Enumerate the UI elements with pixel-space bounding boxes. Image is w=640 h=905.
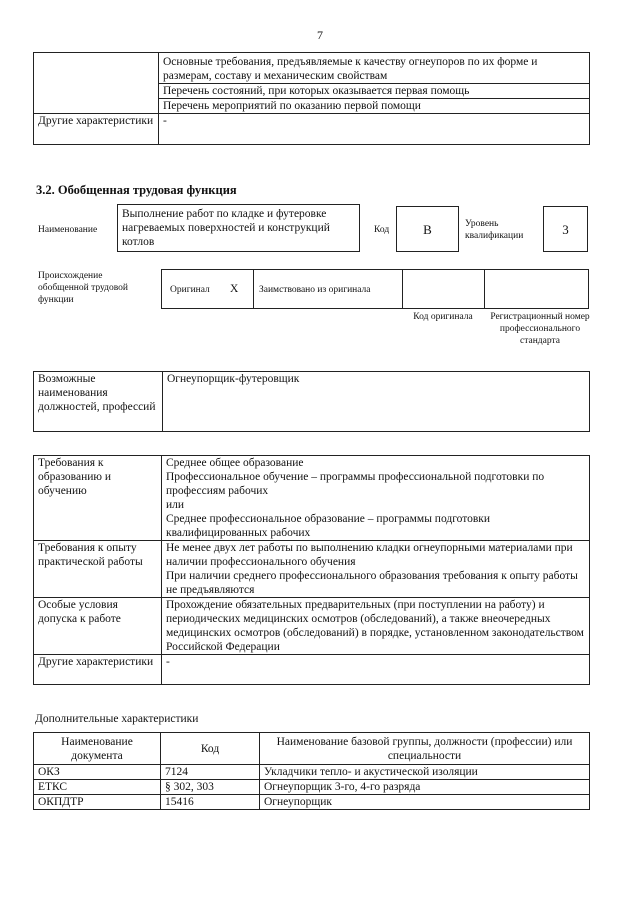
- positions-label: Возможные наименования должностей, профессий: [34, 372, 163, 432]
- page-number: 7: [317, 28, 323, 42]
- top-table-cell: Основные требования, предъявляемые к качеству огнеупоров по их форме и размерам, составу и механическим свойствам: [159, 53, 590, 84]
- borrowed-label: Заимствовано из оригинала: [259, 285, 371, 295]
- requirements-table: [33, 455, 590, 685]
- origin-label: Происхождение обобщенной трудовой функции: [38, 271, 128, 305]
- top-table-empty-cell: [34, 53, 159, 114]
- additional-header: Наименование базовой группы, должности (профессии) или специальности: [260, 733, 590, 765]
- req-line: При наличии среднего профессионального образования требования к опыту работы не предъявляются: [166, 570, 578, 596]
- additional-cell: ОКПДТР: [34, 795, 161, 810]
- req-value: [162, 598, 590, 655]
- additional-cell: 7124: [161, 765, 260, 780]
- origin-divider: [484, 269, 485, 309]
- top-table-cell: Перечень мероприятий по оказанию первой помощи: [159, 99, 590, 114]
- additional-cell: ЕТКС: [34, 780, 161, 795]
- top-table-label: Другие характеристики: [34, 114, 159, 145]
- name-value: Выполнение работ по кладке и футеровке нагреваемых поверхностей и конструкций котлов: [117, 204, 360, 252]
- positions-table: [33, 371, 590, 432]
- additional-cell: Укладчики тепло- и акустической изоляции: [260, 765, 590, 780]
- additional-cell: ОКЗ: [34, 765, 161, 780]
- req-line: Профессиональное обучение – программы профессиональной подготовки по профессиям рабочих: [166, 471, 545, 497]
- req-label: Требования к опыту практической работы: [34, 541, 162, 598]
- req-value: [162, 541, 590, 598]
- req-line: Среднее общее образование: [166, 457, 304, 469]
- req-line: Прохождение обязательных предварительных (при поступлении на работу) и периодических медицинских осмотров (обследований), а также внеочередных медицинских осмотров (обследований) в порядке, установленном законодательством Российской Федерации: [166, 599, 584, 653]
- req-value: [162, 456, 590, 541]
- section-title: 3.2. Обобщенная трудовая функция: [36, 183, 237, 197]
- additional-header: Наименование документа: [34, 733, 161, 765]
- origin-divider: [402, 269, 403, 309]
- reg-number-label: Регистрационный номер профессионального стандарта: [490, 312, 590, 346]
- additional-header: Код: [161, 733, 260, 765]
- additional-cell: Огнеупорщик 3-го, 4-го разряда: [260, 780, 590, 795]
- req-line: -: [166, 656, 170, 668]
- req-line: Не менее двух лет работы по выполнению кладки огнеупорными материалами при наличии профессионального обучения: [166, 542, 573, 568]
- req-line: или: [166, 499, 185, 511]
- additional-cell: § 302, 303: [161, 780, 260, 795]
- original-mark: X: [230, 283, 239, 295]
- code-value: B: [396, 206, 459, 252]
- req-value: [162, 655, 590, 685]
- origin-divider: [253, 269, 254, 309]
- origin-box: [161, 269, 589, 309]
- req-label: Требования к образованию и обучению: [34, 456, 162, 541]
- code-original-label: Код оригинала: [413, 312, 473, 322]
- top-table-value: -: [159, 114, 590, 145]
- code-label: Код: [374, 225, 390, 235]
- positions-value: Огнеупорщик-футеровщик: [163, 372, 590, 432]
- top-table: [33, 52, 590, 145]
- level-label: Уровень квалификации: [465, 219, 524, 241]
- top-table-cell: Перечень состояний, при которых оказывается первая помощь: [159, 84, 590, 99]
- additional-cell: 15416: [161, 795, 260, 810]
- name-label: Наименование: [38, 225, 98, 235]
- req-label: Другие характеристики: [34, 655, 162, 685]
- original-label: Оригинал: [170, 285, 210, 295]
- level-value: 3: [543, 206, 588, 252]
- additional-cell: Огнеупорщик: [260, 795, 590, 810]
- additional-table: [33, 732, 590, 810]
- req-line: Среднее профессиональное образование – программы подготовки квалифицированных рабочих: [166, 513, 491, 539]
- additional-title: Дополнительные характеристики: [35, 713, 199, 725]
- req-label: Особые условия допуска к работе: [34, 598, 162, 655]
